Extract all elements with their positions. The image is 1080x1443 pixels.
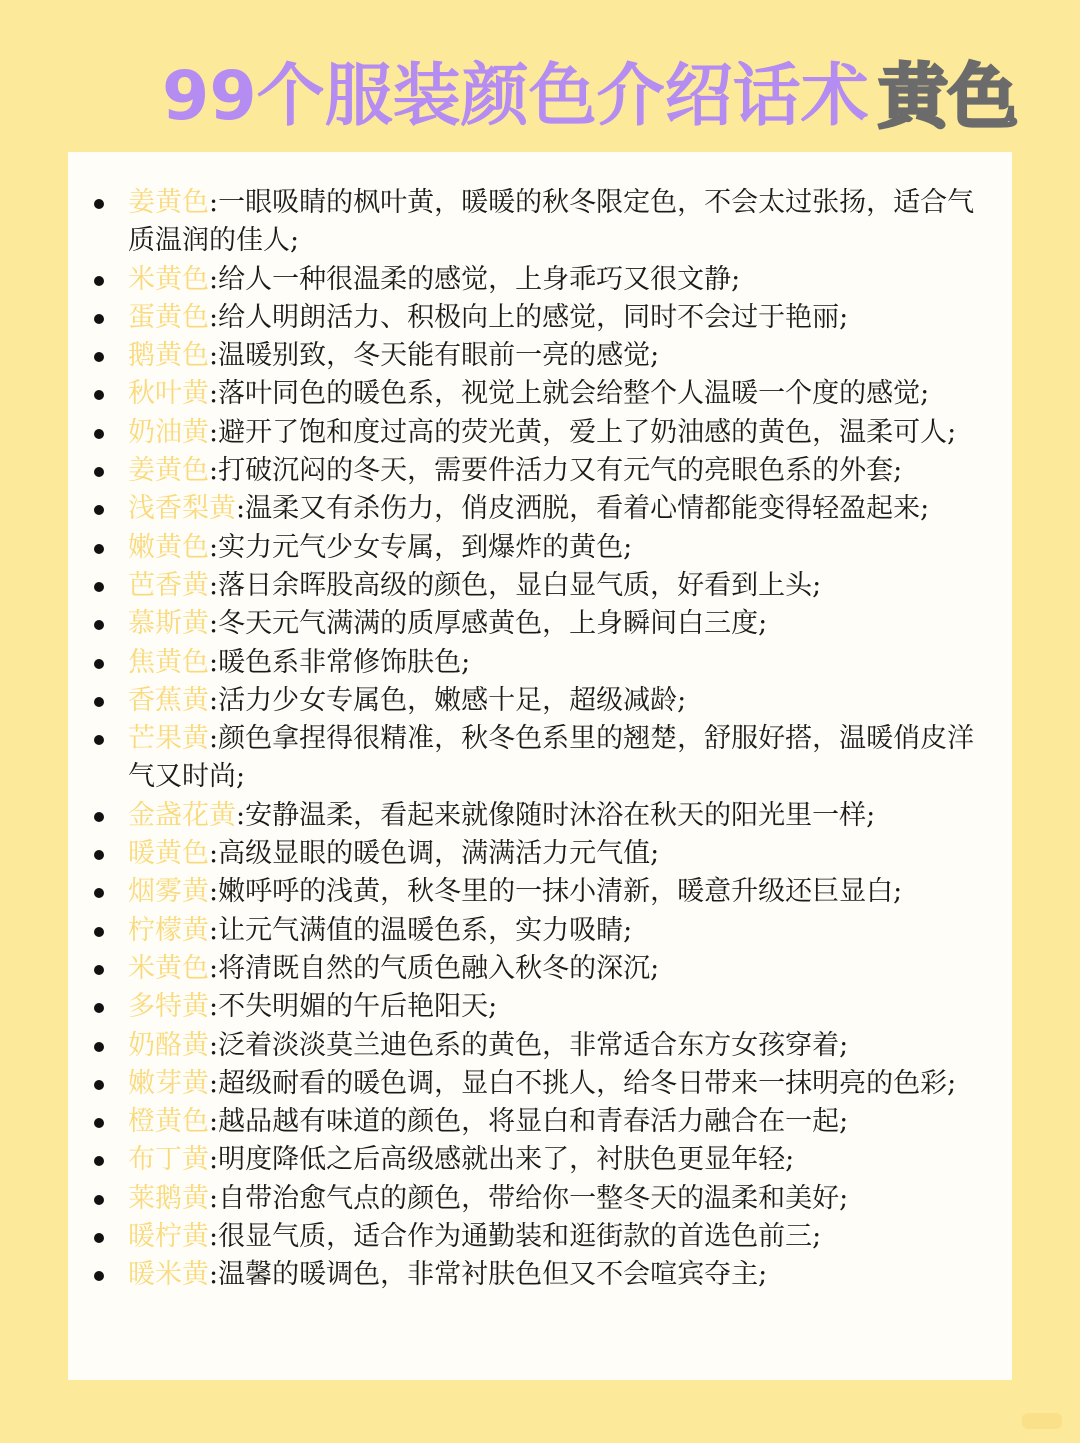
color-description: :温暖别致，冬天能有眼前一亮的感觉; <box>209 340 660 372</box>
header <box>0 52 1080 142</box>
color-name: 橙黄色 <box>128 1106 209 1138</box>
bullet-icon <box>94 965 104 975</box>
color-name: 秋叶黄 <box>128 378 209 410</box>
list-item <box>128 261 998 299</box>
color-description: :自带治愈气点的颜色，带给你一整冬天的温柔和美好; <box>209 1182 849 1214</box>
list-item <box>128 797 998 835</box>
list-item <box>128 1103 998 1141</box>
list-item <box>128 490 998 528</box>
color-name: 金盏花黄 <box>128 799 236 831</box>
color-description: :将清既自然的气质色融入秋冬的深沉; <box>209 952 660 984</box>
bullet-icon <box>94 850 104 860</box>
list-item <box>128 1065 998 1103</box>
list-item <box>128 375 998 413</box>
color-description: :落叶同色的暖色系，视觉上就会给整个人温暖一个度的感觉; <box>209 378 930 410</box>
bullet-icon <box>94 505 104 515</box>
color-description: :让元气满值的温暖色系，实力吸睛; <box>209 914 633 946</box>
color-name: 奶油黄 <box>128 416 209 448</box>
list-item <box>128 1218 998 1256</box>
bullet-icon <box>94 544 104 554</box>
bullet-icon <box>94 1042 104 1052</box>
color-name: 多特黄 <box>128 991 209 1023</box>
color-name: 嫩黄色 <box>128 531 209 563</box>
color-description: :越品越有味道的颜色，将显白和青春活力融合在一起; <box>209 1106 849 1138</box>
list-item <box>128 1256 998 1294</box>
bullet-icon <box>94 888 104 898</box>
bullet-icon <box>94 659 104 669</box>
page-title: 99个服装颜色介绍话术 <box>162 57 869 136</box>
color-name: 烟雾黄 <box>128 876 209 908</box>
color-name: 奶酪黄 <box>128 1029 209 1061</box>
color-name: 暖米黄 <box>128 1259 209 1291</box>
bullet-icon <box>94 735 104 745</box>
list-item <box>128 1027 998 1065</box>
color-description: :给人明朗活力、积极向上的感觉，同时不会过于艳丽; <box>209 301 849 333</box>
list-item <box>128 988 998 1026</box>
color-description: :给人一种很温柔的感觉，上身乖巧又很文静; <box>209 263 741 295</box>
color-description: :避开了饱和度过高的荧光黄，爱上了奶油感的黄色，温柔可人; <box>209 416 957 448</box>
bullet-icon <box>94 314 104 324</box>
bullet-icon <box>94 1271 104 1281</box>
bullet-icon <box>94 620 104 630</box>
color-description: :活力少女专属色，嫩感十足，超级减龄; <box>209 684 687 716</box>
color-description: :安静温柔，看起来就像随时沐浴在秋天的阳光里一样; <box>236 799 876 831</box>
color-name: 芭香黄 <box>128 569 209 601</box>
list-item <box>128 184 998 261</box>
list-item <box>128 950 998 988</box>
color-name: 焦黄色 <box>128 646 209 678</box>
color-description: :落日余晖股高级的颜色，显白显气质，好看到上头; <box>209 569 822 601</box>
color-description: :超级耐看的暖色调，显白不挑人，给冬日带来一抹明亮的色彩; <box>209 1067 957 1099</box>
bullet-icon <box>94 1118 104 1128</box>
color-description: :泛着淡淡莫兰迪色系的黄色，非常适合东方女孩穿着; <box>209 1029 849 1061</box>
color-description: :高级显眼的暖色调，满满活力元气值; <box>209 838 660 870</box>
color-description: :不失明媚的午后艳阳天; <box>209 991 498 1023</box>
bullet-icon <box>94 812 104 822</box>
list-item <box>128 720 998 797</box>
bullet-icon <box>94 697 104 707</box>
color-description: :颜色拿捏得很精准，秋冬色系里的翘楚，舒服好搭，温暖俏皮洋气又时尚; <box>128 723 975 793</box>
list-item <box>128 835 998 873</box>
color-name: 柠檬黄 <box>128 914 209 946</box>
color-name: 鹅黄色 <box>128 340 209 372</box>
list-item <box>128 299 998 337</box>
color-description: :打破沉闷的冬天，需要件活力又有元气的亮眼色系的外套; <box>209 455 903 487</box>
bullet-icon <box>94 199 104 209</box>
color-name: 芒果黄 <box>128 723 209 755</box>
color-name: 莱鹅黄 <box>128 1182 209 1214</box>
color-name: 香蕉黄 <box>128 684 209 716</box>
list-item <box>128 644 998 682</box>
color-description: :温馨的暖调色，非常衬肤色但又不会喧宾夺主; <box>209 1259 768 1291</box>
color-name: 米黄色 <box>128 263 209 295</box>
bullet-icon <box>94 467 104 477</box>
list-item <box>128 873 998 911</box>
list-item <box>128 682 998 720</box>
color-description: :一眼吸睛的枫叶黄，暖暖的秋冬限定色，不会太过张扬，适合气质温润的佳人; <box>128 187 975 257</box>
list-item <box>128 1180 998 1218</box>
color-name: 暖黄色 <box>128 838 209 870</box>
title-color-tag: 黄色 <box>878 56 1018 138</box>
bullet-icon <box>94 582 104 592</box>
color-description: :冬天元气满满的质厚感黄色，上身瞬间白三度; <box>209 608 768 640</box>
list-item <box>128 1141 998 1179</box>
list-item <box>128 529 998 567</box>
bullet-icon <box>94 276 104 286</box>
bullet-icon <box>94 1080 104 1090</box>
color-description: :温柔又有杀伤力，俏皮洒脱，看着心情都能变得轻盈起来; <box>236 493 930 525</box>
color-name: 蛋黄色 <box>128 301 209 333</box>
color-description: :明度降低之后高级感就出来了，衬肤色更显年轻; <box>209 1144 795 1176</box>
bullet-icon <box>94 429 104 439</box>
list-item <box>128 605 998 643</box>
color-name: 米黄色 <box>128 952 209 984</box>
color-name: 慕斯黄 <box>128 608 209 640</box>
content-card <box>68 152 1012 1380</box>
list-item <box>128 414 998 452</box>
bullet-icon <box>94 390 104 400</box>
color-name: 姜黄色 <box>128 187 209 218</box>
color-name: 嫩芽黄 <box>128 1067 209 1099</box>
color-phrase-list <box>128 184 998 1295</box>
color-name: 浅香梨黄 <box>128 493 236 525</box>
list-item <box>128 452 998 490</box>
list-item <box>128 337 998 375</box>
list-item <box>128 912 998 950</box>
bullet-icon <box>94 1195 104 1205</box>
color-description: :暖色系非常修饰肤色; <box>209 646 471 678</box>
color-name: 姜黄色 <box>128 455 209 487</box>
bullet-icon <box>94 1003 104 1013</box>
color-description: :很显气质，适合作为通勤装和逛街款的首选色前三; <box>209 1221 822 1253</box>
color-name: 暖柠黄 <box>128 1221 209 1253</box>
bullet-icon <box>94 1233 104 1243</box>
bullet-icon <box>94 927 104 937</box>
color-description: :嫩呼呼的浅黄，秋冬里的一抹小清新，暖意升级还巨显白; <box>209 876 903 908</box>
color-description: :实力元气少女专属，到爆炸的黄色; <box>209 531 633 563</box>
bullet-icon <box>94 352 104 362</box>
watermark-badge <box>1022 1413 1062 1429</box>
bullet-icon <box>94 1156 104 1166</box>
color-name: 布丁黄 <box>128 1144 209 1176</box>
list-item <box>128 567 998 605</box>
